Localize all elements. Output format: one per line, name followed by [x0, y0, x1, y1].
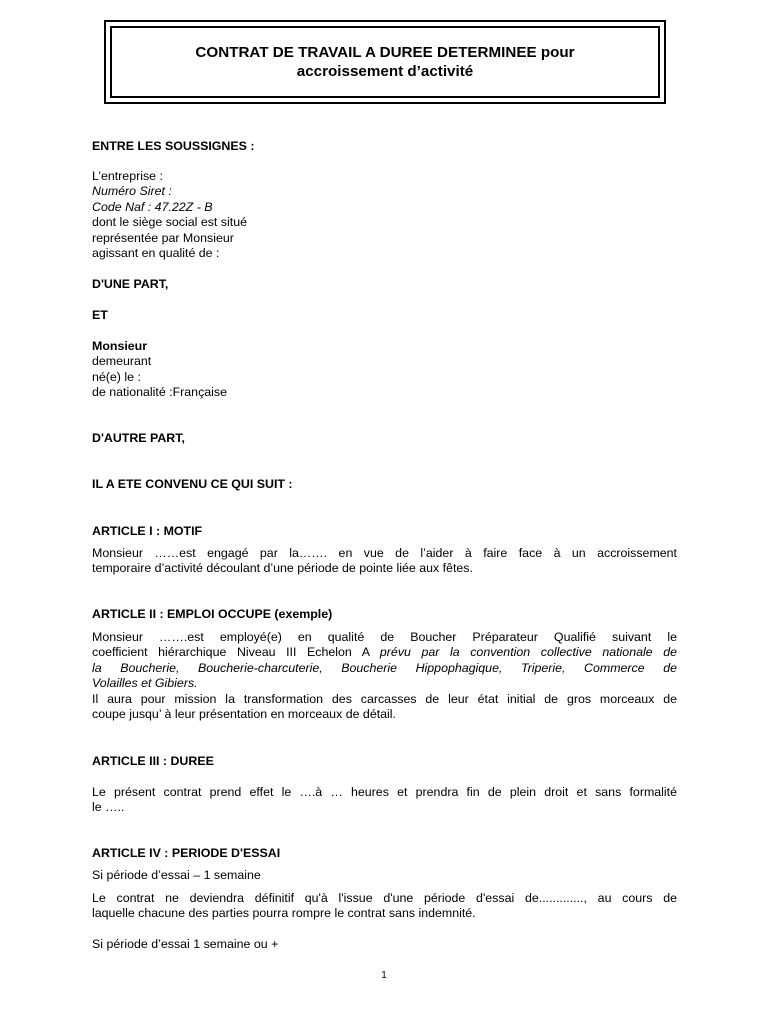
employee-nationality: de nationalité :Française: [92, 385, 228, 400]
dautre-part: D'AUTRE PART,: [92, 431, 185, 445]
title-box-inner: [110, 26, 660, 98]
company-info: [92, 169, 677, 261]
naf-line: Code Naf : 47.22Z - B: [92, 199, 213, 214]
representee-line: représentée par Monsieur: [92, 230, 234, 245]
siege-line: dont le siège social est situé: [92, 215, 247, 230]
article-4-essai-long: Si période d’essai 1 semaine ou +: [92, 937, 279, 951]
article-2-heading: ARTICLE II : EMPLOI OCCUPE (exemple): [92, 607, 333, 621]
article-1-heading: ARTICLE I : MOTIF: [92, 524, 203, 538]
article-4-essai-short: Si période d’essai – 1 semaine: [92, 868, 261, 882]
convenu-heading: IL A ETE CONVENU CE QUI SUIT :: [92, 477, 293, 491]
employee-demeurant: demeurant: [92, 354, 152, 369]
employee-birth: né(e) le :: [92, 369, 141, 384]
article-4-text: Le contrat ne deviendra définitif qu'à l'issue d'une période d'essai de............., au cours de laquelle chacune des parties pourra rompre le contrat sans indemnité.: [92, 891, 677, 921]
article-4-heading: ARTICLE IV : PERIODE D'ESSAI: [92, 846, 281, 860]
article-3-heading: ARTICLE III : DUREE: [92, 754, 214, 768]
employee-info: [92, 339, 677, 401]
title-pour: pour: [536, 44, 575, 61]
title-box: [104, 20, 666, 104]
article-3-text: Le présent contrat prend effet le ….à … heures et prendra fin de plein droit et sans formalité le …..: [92, 785, 677, 815]
article-1-text: Monsieur ……est engagé par la……. en vue de l’aider à faire face à un accroissement temporaire d’activité découlant d’une période de pointe liée aux fêtes.: [92, 546, 677, 576]
title-line-2: accroissement d’activité: [296, 63, 474, 80]
title-line-1: [195, 43, 574, 62]
et-label: ET: [92, 308, 108, 322]
page-number: 1: [381, 970, 387, 981]
parties-heading: ENTRE LES SOUSSIGNES :: [92, 139, 255, 153]
employee-monsieur: Monsieur: [92, 339, 148, 353]
dune-part: D'UNE PART,: [92, 277, 169, 291]
company-line: L’entreprise :: [92, 169, 163, 183]
siret-line: Numéro Siret :: [92, 184, 172, 199]
qualite-line: agissant en qualité de :: [92, 246, 220, 261]
title-main: CONTRAT DE TRAVAIL A DUREE DETERMINEE: [195, 44, 537, 61]
article-2-text: Monsieur …….est employé(e) en qualité de Boucher Préparateur Qualifié suivant le coefficient hiérarchique Niveau III Echelon A prévu par la convention collective nationale de la Boucherie, Boucherie-charcuterie, Boucherie Hippophagique, Triperie, Commerce de Volailles et Gibiers. Il aura pour mission la transformation des carcasses de leur état initial de gros morceaux de coupe jusqu’ à leur présentation en morceaux de détail.: [92, 630, 677, 722]
